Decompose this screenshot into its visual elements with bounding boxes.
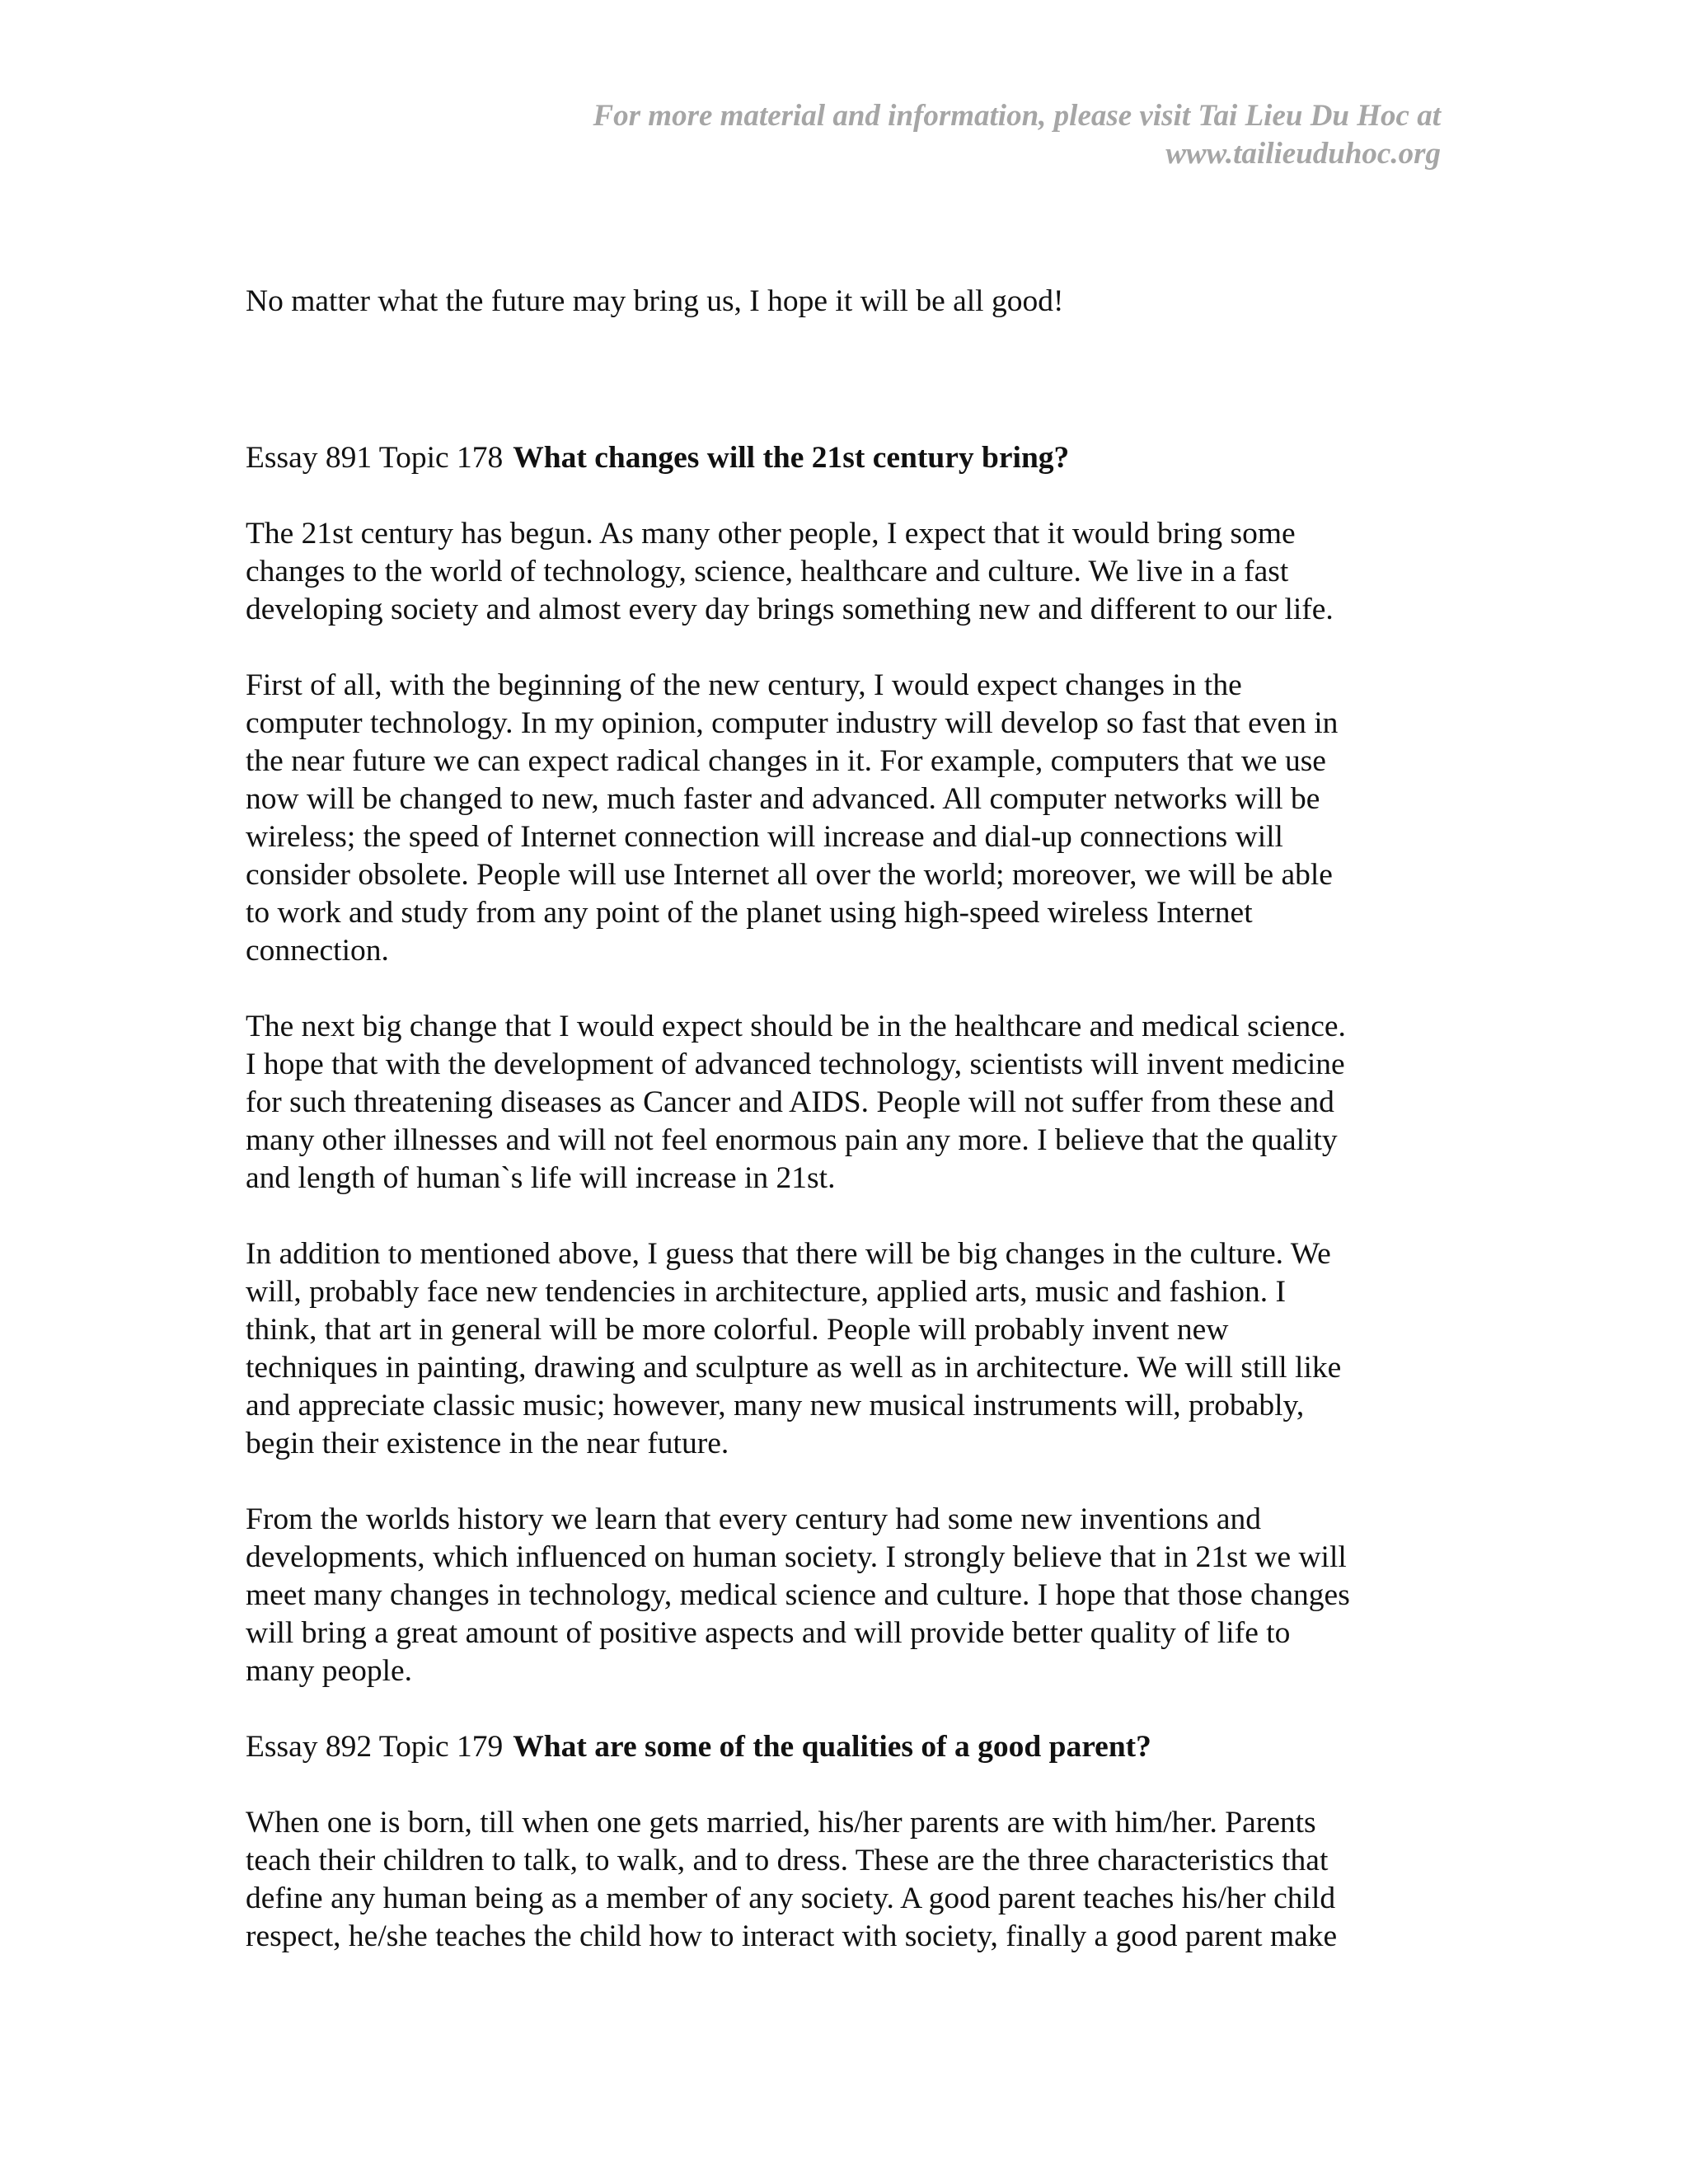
paragraph-line: for such threatening diseases as Cancer and AIDS. People will not suffer from these and (246, 1085, 1334, 1119)
page-header (369, 97, 1441, 173)
paragraph-line: begin their existence in the near future. (246, 1427, 729, 1460)
essay-892-label: Essay 892 Topic 179 (246, 1730, 504, 1764)
paragraph-line: computer technology. In my opinion, computer industry will develop so fast that even in (246, 706, 1339, 740)
header-line-2: www.tailieuduhoc.org (1165, 137, 1441, 171)
header-line-1: For more material and information, please visit Tai Lieu Du Hoc at (593, 99, 1441, 133)
paragraph-line: From the worlds history we learn that every century had some new inventions and (246, 1502, 1261, 1536)
essay-891-paragraph-1 (246, 515, 1449, 629)
paragraph-line: When one is born, till when one gets married, his/her parents are with him/her. Parents (246, 1806, 1316, 1840)
paragraph-line: meet many changes in technology, medical science and culture. I hope that those changes (246, 1578, 1350, 1612)
paragraph-line: define any human being as a member of any society. A good parent teaches his/her child (246, 1882, 1336, 1915)
paragraph-line: many people. (246, 1654, 413, 1688)
essay-892-paragraph-1 (246, 1804, 1449, 1956)
essay-891-title: What changes will the 21st century bring? (513, 441, 1070, 475)
paragraph-line: now will be changed to new, much faster and advanced. All computer networks will be (246, 782, 1320, 816)
essay-891-paragraph-3 (246, 1008, 1449, 1197)
previous-essay-closing-line: No matter what the future may bring us, I hope it will be all good! (246, 284, 1064, 318)
paragraph-line: respect, he/she teaches the child how to interact with society, finally a good parent make (246, 1919, 1338, 1953)
paragraph-line: I hope that with the development of advanced technology, scientists will invent medicine (246, 1047, 1345, 1081)
essay-891-label: Essay 891 Topic 178 (246, 441, 504, 475)
paragraph-line: consider obsolete. People will use Internet all over the world; moreover, we will be able (246, 858, 1333, 892)
paragraph-line: will, probably face new tendencies in architecture, applied arts, music and fashion. I (246, 1275, 1287, 1309)
paragraph-line: teach their children to talk, to walk, and to dress. These are the three characteristics that (246, 1844, 1329, 1877)
paragraph-line: developing society and almost every day brings something new and different to our life. (246, 593, 1334, 626)
paragraph-line: wireless; the speed of Internet connection will increase and dial-up connections will (246, 820, 1283, 854)
paragraph-line: First of all, with the beginning of the new century, I would expect changes in the (246, 668, 1242, 702)
essay-891-paragraph-5 (246, 1501, 1449, 1690)
essay-892-title: What are some of the qualities of a good parent? (513, 1730, 1151, 1764)
paragraph-line: connection. (246, 934, 389, 968)
paragraph-line: developments, which influenced on human society. I strongly believe that in 21st we will (246, 1540, 1347, 1574)
essay-891-paragraph-4 (246, 1235, 1449, 1463)
document-body (246, 283, 1449, 1994)
paragraph-line: to work and study from any point of the planet using high-speed wireless Internet (246, 896, 1253, 930)
paragraph-line: think, that art in general will be more colorful. People will probably invent new (246, 1313, 1229, 1347)
essay-891-paragraph-2 (246, 667, 1449, 970)
paragraph-line: changes to the world of technology, science, healthcare and culture. We live in a fast (246, 555, 1289, 588)
paragraph-line: The next big change that I would expect should be in the healthcare and medical science. (246, 1010, 1346, 1043)
paragraph-line: techniques in painting, drawing and sculpture as well as in architecture. We will still like (246, 1351, 1342, 1385)
paragraph-line: and length of human`s life will increase in 21st. (246, 1161, 836, 1195)
paragraph-line: will bring a great amount of positive aspects and will provide better quality of life to (246, 1616, 1291, 1650)
paragraph-line: many other illnesses and will not feel enormous pain any more. I believe that the quality (246, 1123, 1338, 1157)
paragraph-line: and appreciate classic music; however, many new musical instruments will, probably, (246, 1389, 1305, 1422)
essay-892-heading (246, 1728, 1449, 1766)
paragraph-line: The 21st century has begun. As many other people, I expect that it would bring some (246, 517, 1296, 551)
paragraph-line: the near future we can expect radical changes in it. For example, computers that we use (246, 744, 1326, 778)
essay-891-heading (246, 439, 1449, 477)
paragraph-line: In addition to mentioned above, I guess that there will be big changes in the culture. We (246, 1237, 1331, 1271)
